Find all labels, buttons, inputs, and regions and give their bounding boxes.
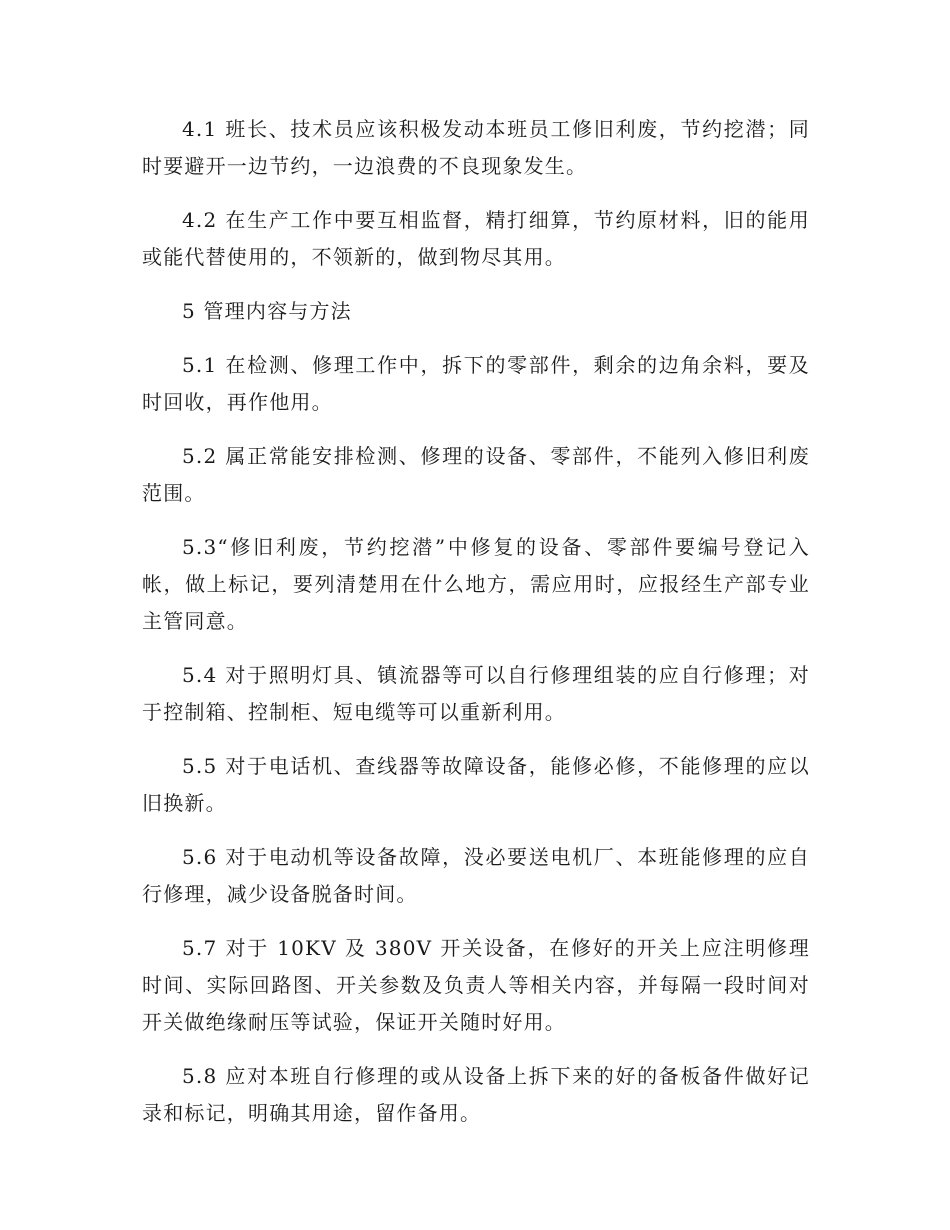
- document-body: [142, 111, 810, 1149]
- section-heading-5: 5 管理内容与方法: [182, 299, 352, 323]
- paragraph-5-2: 5.2 属正常能安排检测、修理的设备、零部件，不能列入修旧利废范围。: [142, 444, 810, 505]
- paragraph-5-8: 5.8 应对本班自行修理的或从设备上拆下来的好的备板备件做好记录和标记，明确其用途，留作备用。: [142, 1064, 810, 1125]
- paragraph-5-3: 5.3“修旧利废，节约挖潜”中修复的设备、零部件要编号登记入帐，做上标记，要列清楚用在什么地方，需应用时，应报经生产部专业主管同意。: [142, 535, 810, 633]
- paragraph-5-1: 5.1 在检测、修理工作中，拆下的零部件，剩余的边角余料，要及时回收，再作他用。: [142, 353, 810, 414]
- paragraph-5-4: 5.4 对于照明灯具、镇流器等可以自行修理组装的应自行修理；对于控制箱、控制柜、短电缆等可以重新利用。: [142, 663, 810, 724]
- paragraph-4-2: 4.2 在生产工作中要互相监督，精打细算，节约原材料，旧的能用或能代替使用的，不领新的，做到物尽其用。: [142, 208, 810, 269]
- paragraph-4-1: 4.1 班长、技术员应该积极发动本班员工修旧利废，节约挖潜；同时要避开一边节约，一边浪费的不良现象发生。: [142, 117, 810, 178]
- paragraph-5-7: 5.7 对于 10KV 及 380V 开关设备，在修好的开关上应注明修理时间、实际回路图、开关参数及负责人等相关内容，并每隔一段时间对开关做绝缘耐压等试验，保证开关随时好用。: [142, 936, 810, 1034]
- paragraph-5-5: 5.5 对于电话机、查线器等故障设备，能修必修，不能修理的应以旧换新。: [142, 754, 810, 815]
- paragraph-5-6: 5.6 对于电动机等设备故障，没必要送电机厂、本班能修理的应自行修理，减少设备脱备时间。: [142, 845, 810, 906]
